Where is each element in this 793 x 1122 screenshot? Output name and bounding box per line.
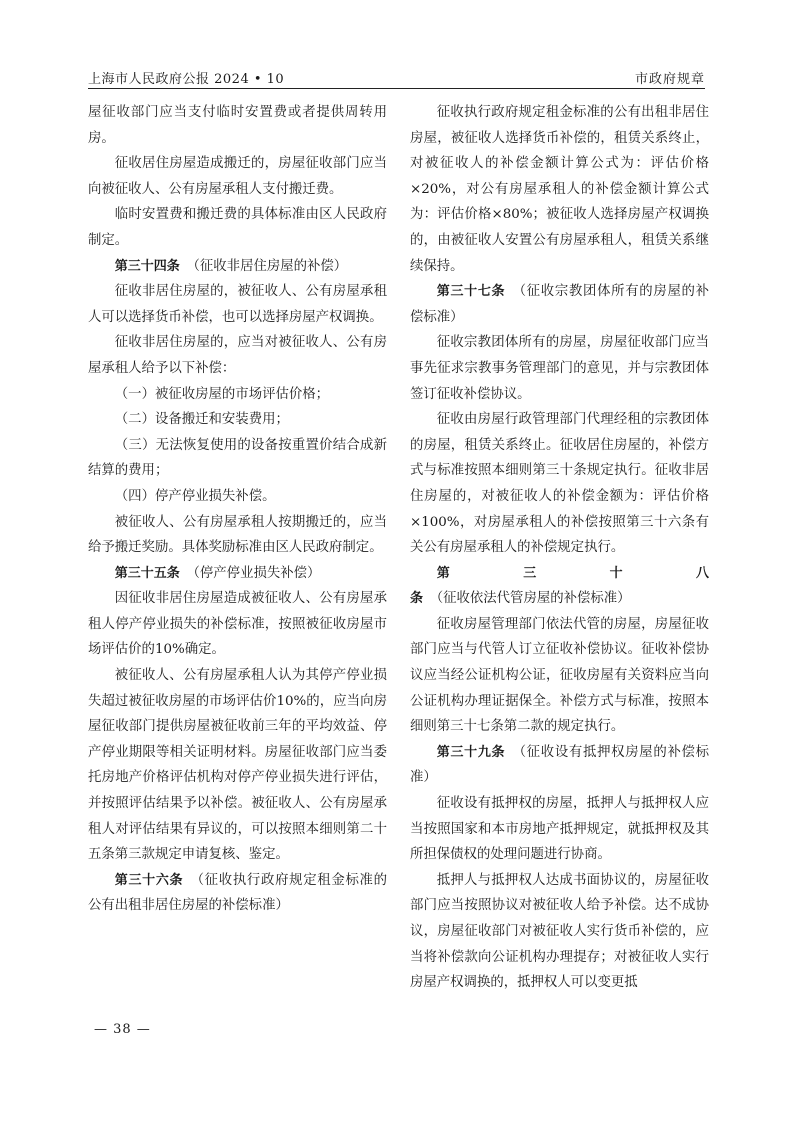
article-number: 第三十八条 [410,565,709,607]
article-number: 第三十七条 [436,284,506,300]
section-title: 市政府规章 [634,72,705,87]
paragraph [88,407,387,433]
article-heading [88,254,387,280]
paragraph-text: （四）停产停业损失补偿。 [114,488,276,504]
paragraph [88,202,387,253]
paragraph [410,100,709,279]
paragraph [88,382,387,408]
paragraph-text: （征收宗教团体所有的房屋的补偿标准） [410,284,709,325]
paragraph-text: 征收非居住房屋的，被征收人、公有房屋承租人可以选择货币补偿，也可以选择房屋产权调换。 [88,284,387,325]
paragraph [88,484,387,510]
paragraph [88,586,387,663]
paragraph-text: 征收非居住房屋的，应当对被征收人、公有房屋承租人给予以下补偿： [88,335,387,376]
article-heading [410,740,709,791]
paragraph-text: 被征收人、公有房屋承租人认为其停产停业损失超过被征收房屋的市场评估价10%的，应当向房屋征收部门提供房屋被征收前三年的平均效益、停产停业期限等相关证明材料。房屋征收部门应当委托房地产价格评估机构对停产停业损失进行评估，并按照评估结果予以补偿。被征收人、公有房屋承租人对评估结果有异议的，可以按照本细则第二十五条第三款规定申请复核、鉴定。 [88,668,387,863]
paragraph [88,663,387,868]
header-rule [88,88,705,89]
paragraph-text: 征收居住房屋造成搬迁的，房屋征收部门应当向被征收人、公有房屋承租人支付搬迁费。 [88,156,387,197]
paragraph [88,151,387,202]
paragraph-text: 被征收人、公有房屋承租人按期搬迁的，应当给予搬迁奖励。具体奖励标准由区人民政府制定。 [88,514,387,556]
paragraph-text: 因征收非居住房屋造成被征收人、公有房屋承租人停产停业损失的补偿标准，按照被征收房屋市场评估价的10%确定。 [88,591,387,658]
article-heading [410,561,709,612]
paragraph-text: 征收设有抵押权的房屋，抵押人与抵押权人应当按照国家和本市房地产抵押规定，就抵押权及其所担保债权的处理问题进行协商。 [410,796,709,863]
paragraph [88,433,387,484]
paragraph-text: （征收执行政府规定租金标准的公有出租非居住房屋的补偿标准） [88,872,387,914]
publication-title: 上海市人民政府公报 2024 • 10 [88,72,285,87]
paragraph [410,791,709,868]
paragraph-text: （征收设有抵押权房屋的补偿标准） [410,744,709,786]
paragraph [88,279,387,330]
paragraph-text: （征收非居住房屋的补偿） [179,258,348,274]
paragraph [88,330,387,381]
right-column [410,100,709,996]
paragraph-text: （一）被征收房屋的市场评估价格； [114,386,330,402]
page-header [88,62,705,87]
paragraph-text: 抵押人与抵押权人达成书面协议的，房屋征收部门应当按照协议对被征收人给予补偿。达不成协议，房屋征收部门对被征收人实行货币补偿的，应当将补偿款向公证机构办理提存；对被征收人实行房屋产权调换的，抵押权人可以变更抵 [410,872,709,991]
paragraph [88,510,387,561]
paragraph-text: 征收宗教团体所有的房屋，房屋征收部门应当事先征求宗教事务管理部门的意见，并与宗教团体签订征收补偿协议。 [410,335,709,402]
page-number: — 38 — [94,1022,151,1037]
paragraph-text: （征收依法代管房屋的补偿标准） [423,591,631,607]
article-number: 第三十六条 [114,872,184,888]
paragraph [410,868,709,996]
paragraph [410,612,709,740]
paragraph [410,330,709,407]
paragraph-text: 临时安置费和搬迁费的具体标准由区人民政府制定。 [88,207,387,248]
paragraph [410,407,709,561]
paragraph-text: 征收由房屋行政管理部门代理经租的宗教团体的房屋，租赁关系终止。征收居住房屋的，补偿方式与标准按照本细则第三十条规定执行。征收非居住房屋的，对被征收人的补偿金额为：评估价格×100%，对房屋承租人的补偿按照第三十六条有关公有房屋承租人的补偿规定执行。 [410,412,709,556]
paragraph-text: （三）无法恢复使用的设备按重置价结合成新结算的费用； [88,437,387,479]
article-heading [88,868,387,919]
article-heading [88,561,387,587]
article-number: 第三十四条 [114,258,180,274]
paragraph-text: （停产停业损失补偿） [179,565,321,581]
paragraph-text: （二）设备搬迁和安装费用； [114,412,289,428]
paragraph-text: 征收执行政府规定租金标准的公有出租非居住房屋，被征收人选择货币补偿的，租赁关系终止，对被征收人的补偿金额计算公式为：评估价格×20%，对公有房屋承租人的补偿金额计算公式为：评估价格×80%；被征收人选择房屋产权调换的，由被征收人安置公有房屋承租人，租赁关系继续保持。 [410,105,709,274]
article-number: 第三十九条 [436,744,506,760]
paragraph-text: 屋征收部门应当支付临时安置费或者提供周转用房。 [88,105,387,146]
paragraph-text: 征收房屋管理部门依法代管的房屋，房屋征收部门应当与代管人订立征收补偿协议。征收补偿协议应当经公证机构公证，征收房屋有关资料应当向公证机构办理证据保全。补偿方式与标准，按照本细则第三十七条第二款的规定执行。 [410,616,709,735]
paragraph [88,100,387,151]
left-column [88,100,387,919]
article-heading [410,279,709,330]
article-number: 第三十五条 [114,565,180,581]
